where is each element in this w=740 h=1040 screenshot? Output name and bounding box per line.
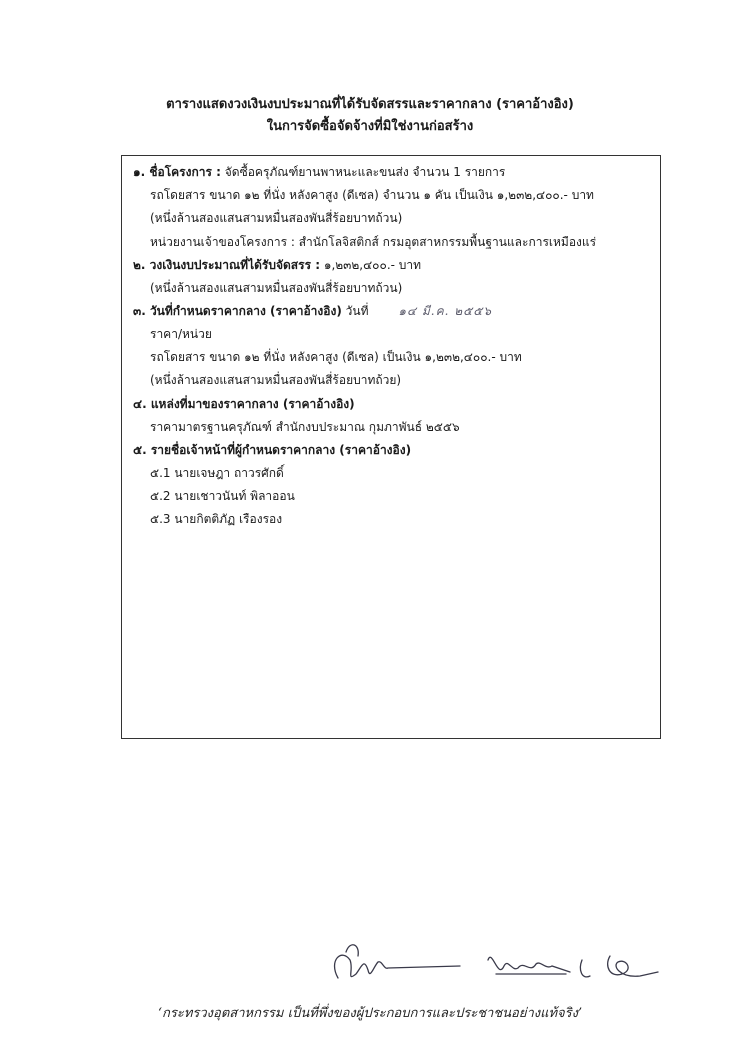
document-subtitle: ในการจัดซื้อจัดจ้างที่มิใช่งานก่อสร้าง: [266, 119, 474, 134]
official-2: ๕.2 นายเชาวนันท์ พิลาออน: [150, 489, 295, 503]
section-4-text: ราคามาตรฐานครุภัณฑ์ สำนักงบประมาณ กุมภาพันธ์ ๒๕๕๖: [150, 420, 460, 434]
section-3-detail: รถโดยสาร ขนาด ๑๒ ที่นั่ง หลังคาสูง (ดีเซล) เป็นเงิน ๑,๒๓๒,๔๐๐.- บาท: [150, 350, 522, 364]
section-3-text: วันที่: [345, 304, 369, 318]
section-5-label: ๕. รายชื่อเจ้าหน้าที่ผู้กำหนดราคากลาง (ราคาอ้างอิง): [133, 443, 412, 457]
section-1-text: จัดซื้อครุภัณฑ์ยานพาหนะและขนส่ง จำนวน 1 รายการ: [224, 165, 506, 179]
section-3-amount-words: (หนึ่งล้านสองแสนสามหมื่นสองพันสี่ร้อยบาทถ้วย): [150, 373, 402, 387]
section-3-unit-label: ราคา/หน่วย: [150, 327, 212, 341]
section-3-label: ๓. วันที่กำหนดราคากลาง (ราคาอ้างอิง): [133, 304, 342, 318]
section-1-detail: รถโดยสาร ขนาด ๑๒ ที่นั่ง หลังคาสูง (ดีเซล) จำนวน ๑ คัน เป็นเงิน ๑,๒๓๒,๔๐๐.- บาท: [150, 188, 594, 202]
section-3-date: ๑๔ มี.ค. ๒๕๕๖: [398, 304, 492, 318]
section-1-label: ๑. ชื่อโครงการ :: [133, 165, 221, 179]
official-1: ๕.1 นายเจษฎา ถาวรศักดิ์: [150, 466, 284, 480]
official-3: ๕.3 นายกิตติภัฏ เรืองรอง: [150, 512, 283, 526]
section-1-heading: [133, 164, 505, 180]
section-3-heading: [133, 303, 492, 319]
section-4-label: ๔. แหล่งที่มาของราคากลาง (ราคาอ้างอิง): [133, 397, 355, 411]
footer-motto: ‘กระทรวงอุตสาหกรรม เป็นที่พึ่งของผู้ประกอบการและประชาชนอย่างแท้จริง’: [157, 1006, 583, 1021]
section-2-text: ๑,๒๓๒,๔๐๐.- บาท: [323, 258, 422, 272]
section-1-amount-words: (หนึ่งล้านสองแสนสามหมื่นสองพันสี่ร้อยบาทถ้วน): [150, 211, 403, 225]
section-1-agency: หน่วยงานเจ้าของโครงการ : สำนักโลจิสติกส์ กรมอุตสาหกรรมพื้นฐานและการเหมืองแร่: [150, 235, 597, 249]
section-2-heading: [133, 257, 421, 273]
document-title: ตารางแสดงวงเงินงบประมาณที่ได้รับจัดสรรและราคากลาง (ราคาอ้างอิง): [166, 97, 574, 112]
signatures-image: [320, 930, 680, 1000]
section-2-amount-words: (หนึ่งล้านสองแสนสามหมื่นสองพันสี่ร้อยบาทถ้วน): [150, 281, 403, 295]
section-2-label: ๒. วงเงินงบประมาณที่ได้รับจัดสรร :: [133, 258, 320, 272]
